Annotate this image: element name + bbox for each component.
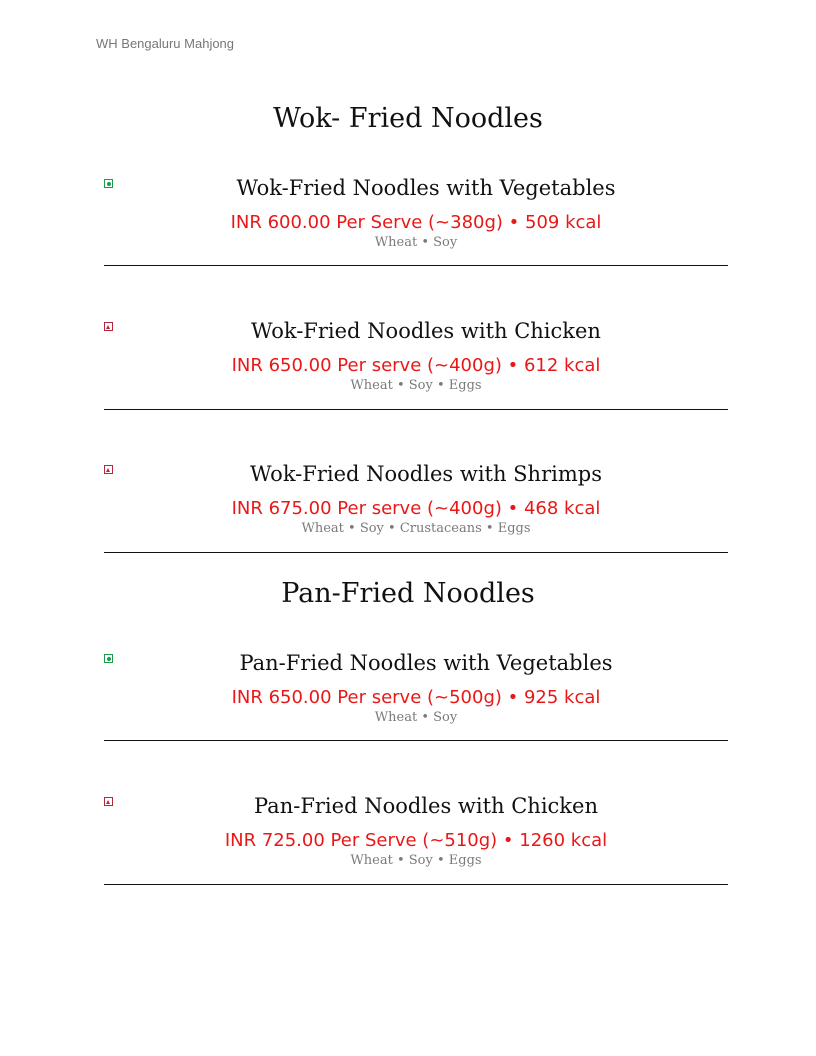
divider — [104, 740, 728, 741]
menu-item — [104, 318, 728, 394]
menu-item — [104, 461, 728, 537]
non-veg-icon — [104, 465, 113, 474]
section-title-wok-fried: Wok- Fried Noodles — [273, 103, 543, 134]
divider — [104, 552, 728, 553]
brand-label: WH Bengaluru Mahjong — [96, 36, 235, 51]
item-price: INR 725.00 Per Serve (~510g) • 1260 kcal — [224, 830, 608, 851]
item-name: Wok-Fried Noodles with Chicken — [251, 319, 601, 343]
divider — [104, 409, 728, 410]
divider — [104, 884, 728, 885]
menu-item — [104, 650, 728, 726]
item-allergens: Wheat • Soy • Eggs — [350, 853, 482, 868]
item-price: INR 650.00 Per serve (~500g) • 925 kcal — [231, 687, 601, 708]
veg-icon — [104, 179, 113, 188]
item-name: Wok-Fried Noodles with Shrimps — [250, 462, 602, 486]
item-allergens: Wheat • Soy • Eggs — [350, 378, 482, 393]
item-price: INR 600.00 Per Serve (~380g) • 509 kcal — [230, 212, 602, 233]
item-name: Wok-Fried Noodles with Vegetables — [236, 176, 616, 200]
item-name: Pan-Fried Noodles with Vegetables — [239, 651, 613, 675]
veg-icon — [104, 654, 113, 663]
section-title-pan-fried: Pan-Fried Noodles — [281, 578, 535, 609]
menu-item — [104, 793, 728, 869]
divider — [104, 265, 728, 266]
non-veg-icon — [104, 797, 113, 806]
item-price: INR 650.00 Per serve (~400g) • 612 kcal — [231, 355, 601, 376]
item-allergens: Wheat • Soy — [374, 235, 458, 250]
item-name: Pan-Fried Noodles with Chicken — [254, 794, 598, 818]
item-price: INR 675.00 Per serve (~400g) • 468 kcal — [231, 498, 601, 519]
item-allergens: Wheat • Soy — [374, 710, 458, 725]
menu-item — [104, 175, 728, 251]
non-veg-icon — [104, 322, 113, 331]
item-allergens: Wheat • Soy • Crustaceans • Eggs — [301, 521, 531, 536]
